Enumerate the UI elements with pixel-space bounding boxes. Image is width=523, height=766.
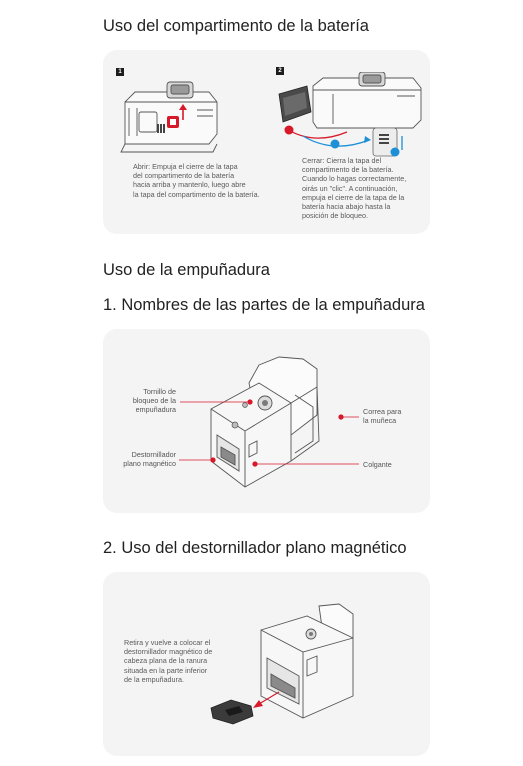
grip-parts-card <box>103 329 430 513</box>
step-1-badge: 1 <box>116 68 124 76</box>
screwdriver-illustration <box>203 600 373 740</box>
grip-section-title: Uso de la empuñadura <box>103 261 270 279</box>
grip-parts-title: 1. Nombres de las partes de la empuñadura <box>103 296 425 314</box>
step-2-text: Cerrar: Cierra la tapa del compartimento de la batería. Cuando lo hagas correctamente, oirás un "clic". A continuación, empuja el cierre de la tapa de la batería hacia abajo hasta la posición de bloqueo. <box>302 156 407 221</box>
step-1-text: Abrir: Empuja el cierre de la tapa del compartimento de la batería hacia arriba y mantenlo, luego abre la tapa del compartimento de la batería. <box>133 162 260 199</box>
label-pendant: Colgante <box>363 460 392 469</box>
screwdriver-instructions: Retira y vuelve a colocar el destornillador magnético de cabeza plana de la ranura situada en la parte inferior de la empuñadura. <box>124 638 213 684</box>
battery-open-illustration <box>117 80 227 160</box>
battery-section-title: Uso del compartimento de la batería <box>103 17 369 35</box>
step-2-badge: 2 <box>276 67 284 75</box>
label-magnetic-screwdriver: Destornillador plano magnético <box>123 450 176 469</box>
screwdriver-card <box>103 572 430 756</box>
label-lock-screw: Tornillo de bloqueo de la empuñadura <box>132 387 176 415</box>
battery-card <box>103 50 430 234</box>
label-wrist-strap: Correa para la muñeca <box>363 407 402 426</box>
screwdriver-section-title: 2. Uso del destornillador plano magnético <box>103 539 407 557</box>
